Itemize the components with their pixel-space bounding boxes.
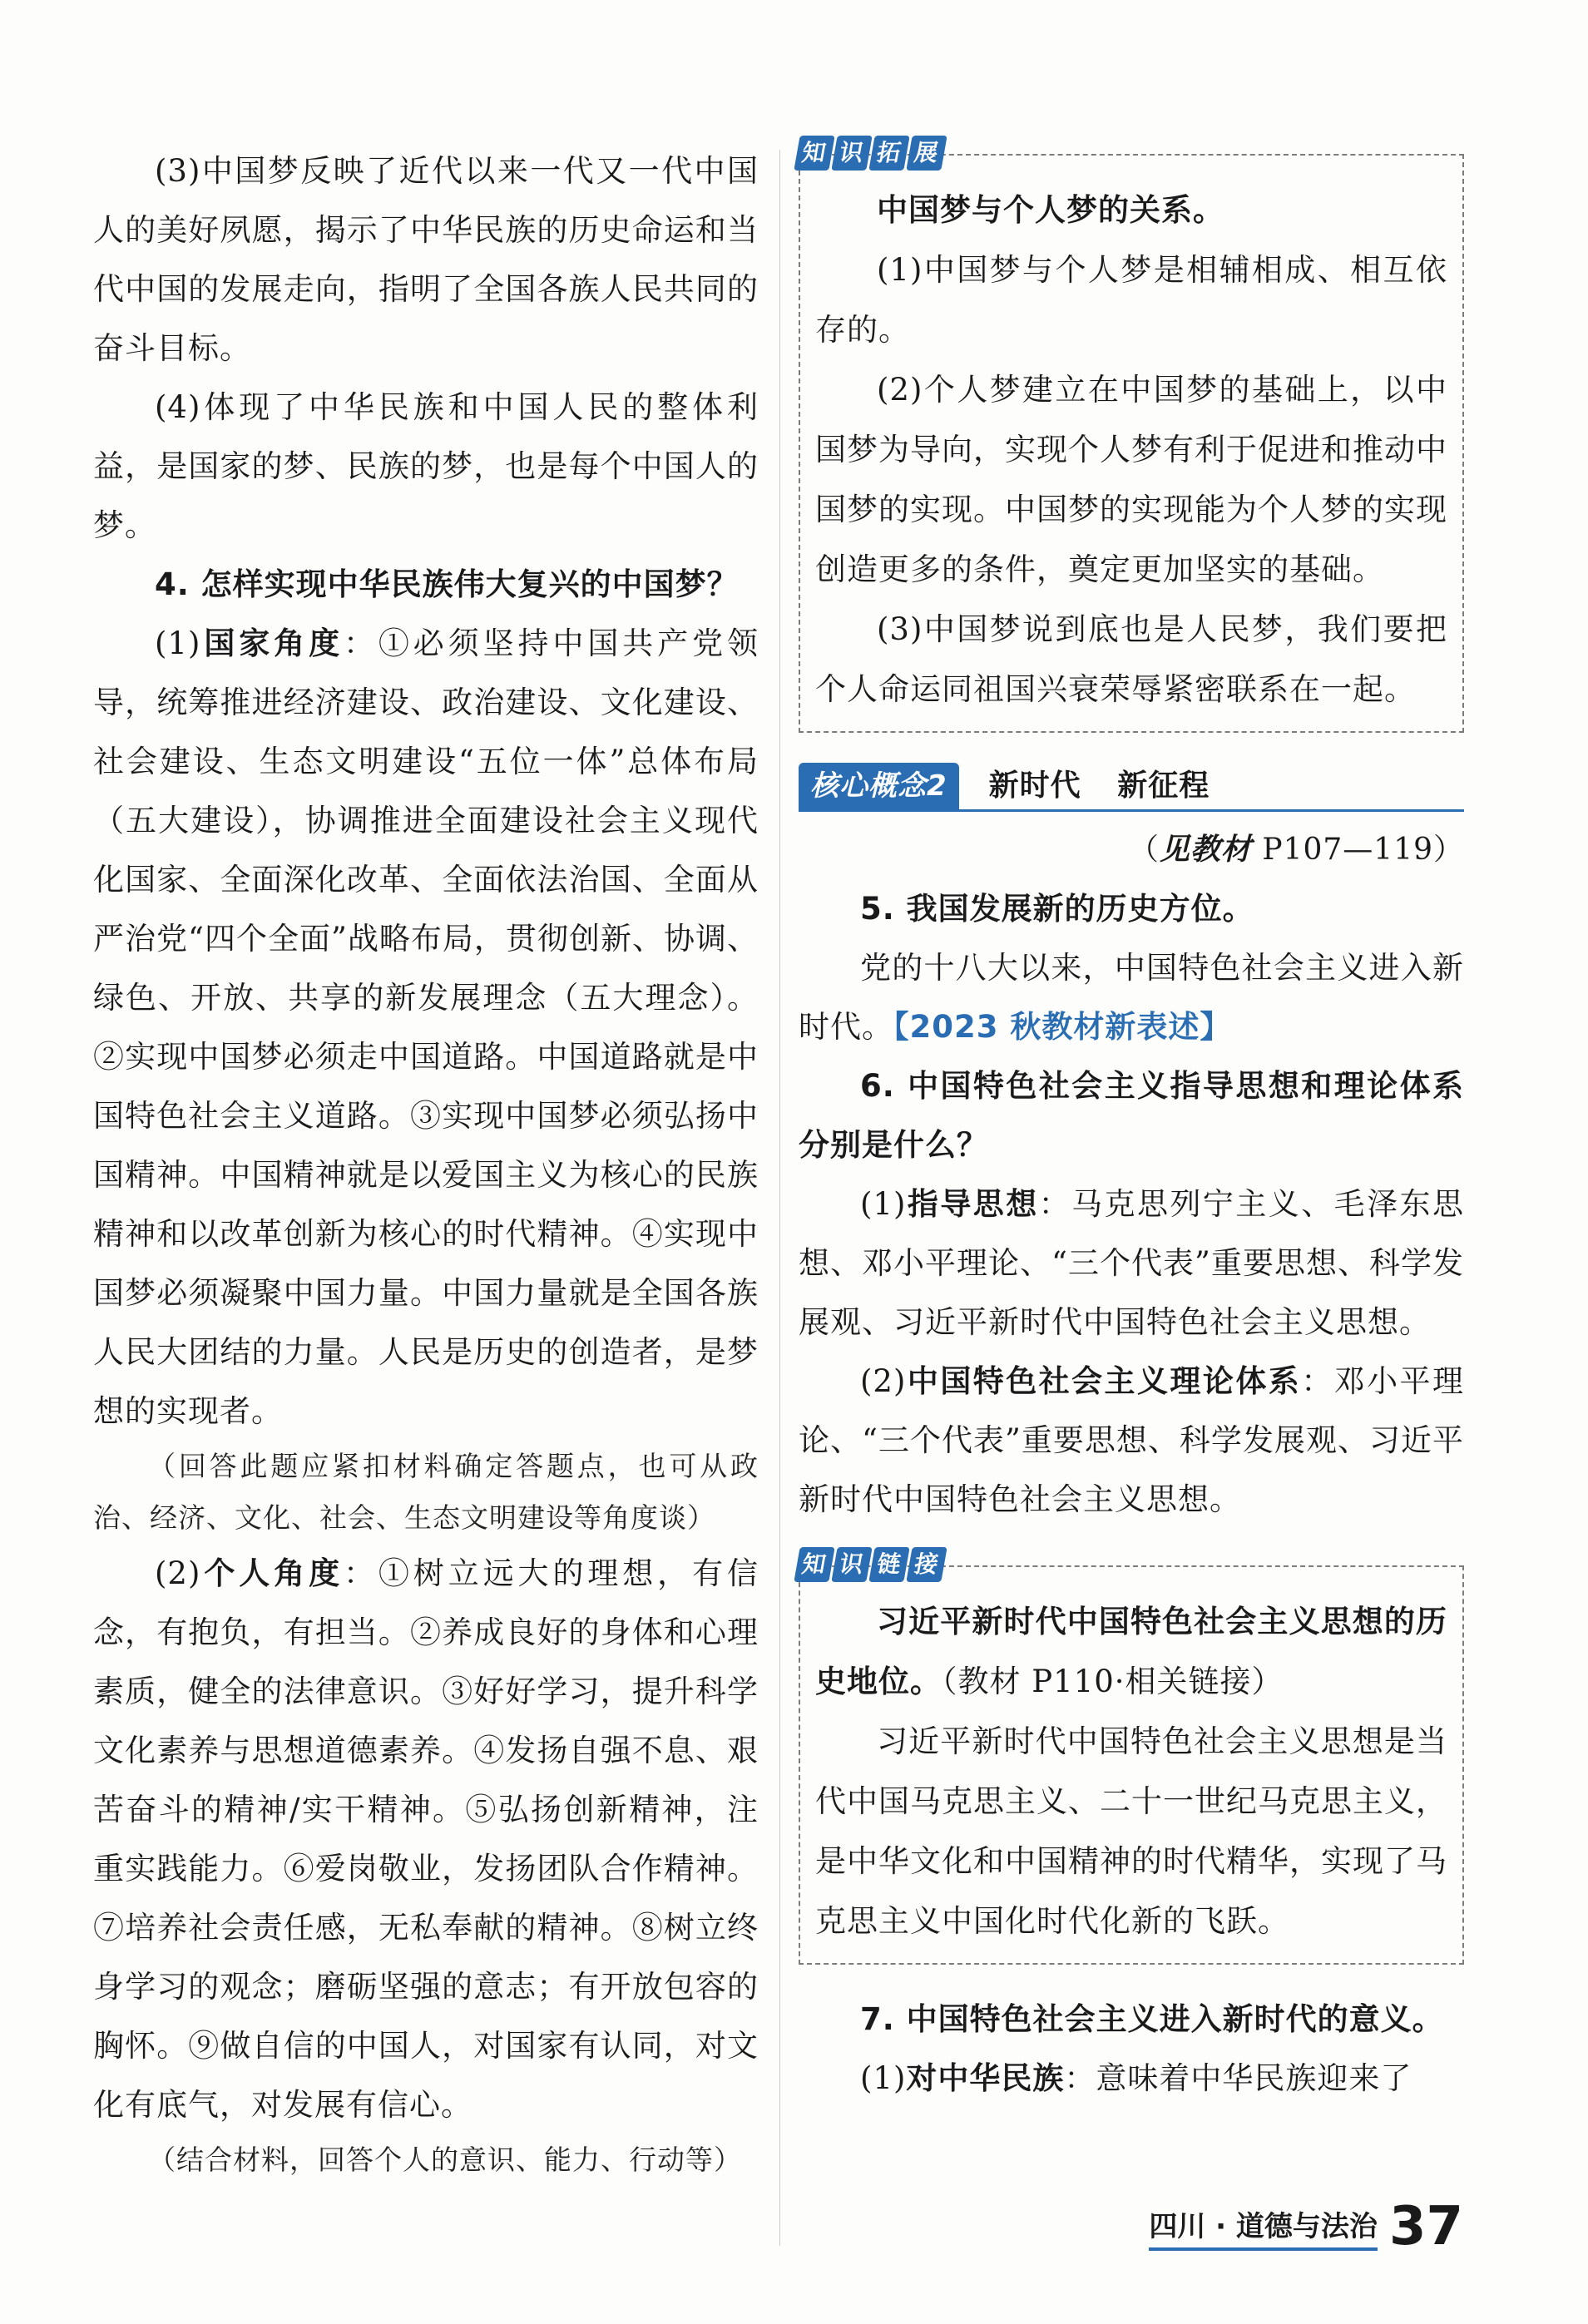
- answer-number: (1): [860, 2060, 907, 2096]
- box-paragraph: (1)中国梦与个人梦是相辅相成、相互依存的。: [815, 252, 1447, 348]
- question-4: 4. 怎样实现中华民族伟大复兴的中国梦？: [155, 566, 739, 602]
- answer-6-2: [799, 1352, 1464, 1529]
- paragraph-dream-3: (3)中国梦反映了近代以来一代又一代中国人的美好夙愿，揭示了中华民族的历史命运和当代中国的发展走向，指明了全国各族人民共同的奋斗目标。: [93, 153, 759, 366]
- ref-pages: P107—119）: [1251, 833, 1464, 867]
- new-statement-note: 【2023 秋教材新表述】: [893, 1009, 1232, 1045]
- answer-personal-perspective: [93, 1544, 759, 2134]
- state-perspective-label: 国家角度: [200, 626, 344, 661]
- core-concept-title: 新时代 新征程: [988, 769, 1210, 803]
- page-footer: [1149, 2196, 1463, 2257]
- badge-char: 知: [794, 136, 834, 171]
- ref-open: （: [1128, 833, 1160, 867]
- box-title-text: 习近平新时代中国特色社会主义思想的历史地位。: [815, 1604, 1447, 1699]
- answer-hint-2: （结合材料，回答个人的意识、能力、行动等）: [148, 2144, 742, 2176]
- knowledge-link-badge: [797, 1547, 944, 1582]
- personal-perspective-text: ：①树立远大的理想，有信念，有抱负，有担当。②养成良好的身体和心理素质，健全的法律意识。③好好学习，提升科学文化素养与思想道德素养。④发扬自强不息、艰苦奋斗的精神/实干精神。⑤弘扬创新精神，注重实践能力。⑥爱岗敬业，发扬团队合作精神。⑦培养社会责任感，无私奉献的精神。⑧树立终身学习的观念；磨砺坚强的意志；有开放包容的胸怀。⑨做自信的中国人，对国家有认同，对文化有底气，对发展有信心。: [93, 1555, 759, 2123]
- box-paragraph: 习近平新时代中国特色社会主义思想是当代中国马克思主义、二十一世纪马克思主义，是中华文化和中国精神的时代精华，实现了马克思主义中国化时代化新的飞跃。: [815, 1723, 1447, 1939]
- box-paragraph: (2)个人梦建立在中国梦的基础上，以中国梦为导向，实现个人梦有利于促进和推动中国梦的实现。中国梦的实现能为个人梦的实现创造更多的条件，奠定更加坚实的基础。: [815, 372, 1447, 587]
- textbook-reference: [799, 820, 1464, 879]
- answer-number: (2): [155, 1555, 201, 1591]
- chinese-nation-label: 对中华民族: [906, 2060, 1065, 2096]
- footer-subject-label: 四川 · 道德与法治: [1149, 2203, 1378, 2251]
- theory-system-label: 中国特色社会主义理论体系: [906, 1363, 1302, 1399]
- answer-5-text: 党的十八大以来，中国特色社会主义进入新时代。: [799, 950, 1464, 1045]
- guiding-thought-label: 指导思想: [906, 1186, 1039, 1222]
- core-concept-header: [799, 758, 1464, 812]
- right-column: [799, 139, 1465, 2108]
- answer-number: (1): [860, 1186, 907, 1222]
- answer-number: (1): [155, 626, 201, 661]
- knowledge-extension-badge: [797, 136, 944, 171]
- answer-hint-1: （回答此题应紧扣材料确定答题点，也可从政治、经济、文化、社会、生态文明建设等角度谈）: [93, 1450, 759, 1534]
- answer-number: (2): [860, 1363, 907, 1399]
- badge-char: 链: [868, 1547, 909, 1582]
- badge-char: 知: [794, 1547, 834, 1582]
- answer-5: [799, 938, 1464, 1056]
- badge-char: 拓: [868, 136, 909, 171]
- question-6: 6. 中国特色社会主义指导思想和理论体系分别是什么？: [799, 1068, 1464, 1163]
- badge-char: 识: [831, 136, 872, 171]
- box-title-note: （教材 P110·相关链接）: [942, 1664, 1284, 1699]
- theory-system-text: ：邓小平理论、“三个代表”重要思想、科学发展观、习近平新时代中国特色社会主义思想。: [799, 1363, 1465, 1517]
- answer-6-1: [799, 1174, 1464, 1352]
- personal-perspective-label: 个人角度: [200, 1555, 344, 1591]
- box-title: 中国梦与个人梦的关系。: [877, 192, 1224, 228]
- ref-label: 见教材: [1159, 832, 1252, 867]
- badge-char: 接: [906, 1547, 947, 1582]
- badge-char: 识: [831, 1547, 872, 1582]
- chinese-nation-text: ：意味着中华民族迎来了: [1064, 2060, 1412, 2096]
- state-perspective-text: ：①必须坚持中国共产党领导，统筹推进经济建设、政治建设、文化建设、社会建设、生态文明建设“五位一体”总体布局（五大建设），协调推进全面建设社会主义现代化国家、全面深化改革、全面依法治国、全面从严治党“四个全面”战略布局，贯彻创新、协调、绿色、开放、共享的新发展理念（五大理念）。②实现中国梦必须走中国道路。中国道路就是中国特色社会主义道路。③实现中国梦必须弘扬中国精神。中国精神就是以爱国主义为核心的民族精神和以改革创新为核心的时代精神。④实现中国梦必须凝聚中国力量。中国力量就是全国各族人民大团结的力量。人民是历史的创造者，是梦想的实现者。: [93, 626, 759, 1429]
- badge-char: 展: [906, 136, 947, 171]
- box-paragraph: (3)中国梦说到底也是人民梦，我们要把个人命运同祖国兴衰荣辱紧密联系在一起。: [815, 611, 1447, 707]
- page-number: 37: [1388, 2196, 1463, 2257]
- answer-state-perspective: [93, 614, 759, 1441]
- question-5: 5. 我国发展新的历史方位。: [860, 891, 1254, 927]
- question-7: 7. 中国特色社会主义进入新时代的意义。: [860, 2001, 1444, 2037]
- answer-7-1: [799, 2049, 1464, 2108]
- paragraph-dream-4: (4)体现了中华民族和中国人民的整体利益，是国家的梦、民族的梦，也是每个中国人的梦。: [93, 389, 759, 543]
- guiding-thought-text: ：马克思列宁主义、毛泽东思想、邓小平理论、“三个代表”重要思想、科学发展观、习近平新时代中国特色社会主义思想。: [799, 1186, 1465, 1340]
- left-column: [93, 141, 759, 2186]
- knowledge-extension-box: [799, 139, 1464, 733]
- knowledge-link-box: [799, 1550, 1464, 1965]
- box-title: [815, 1592, 1447, 1712]
- column-divider: [779, 150, 780, 2246]
- core-concept-tag: 核心概念2: [799, 763, 959, 809]
